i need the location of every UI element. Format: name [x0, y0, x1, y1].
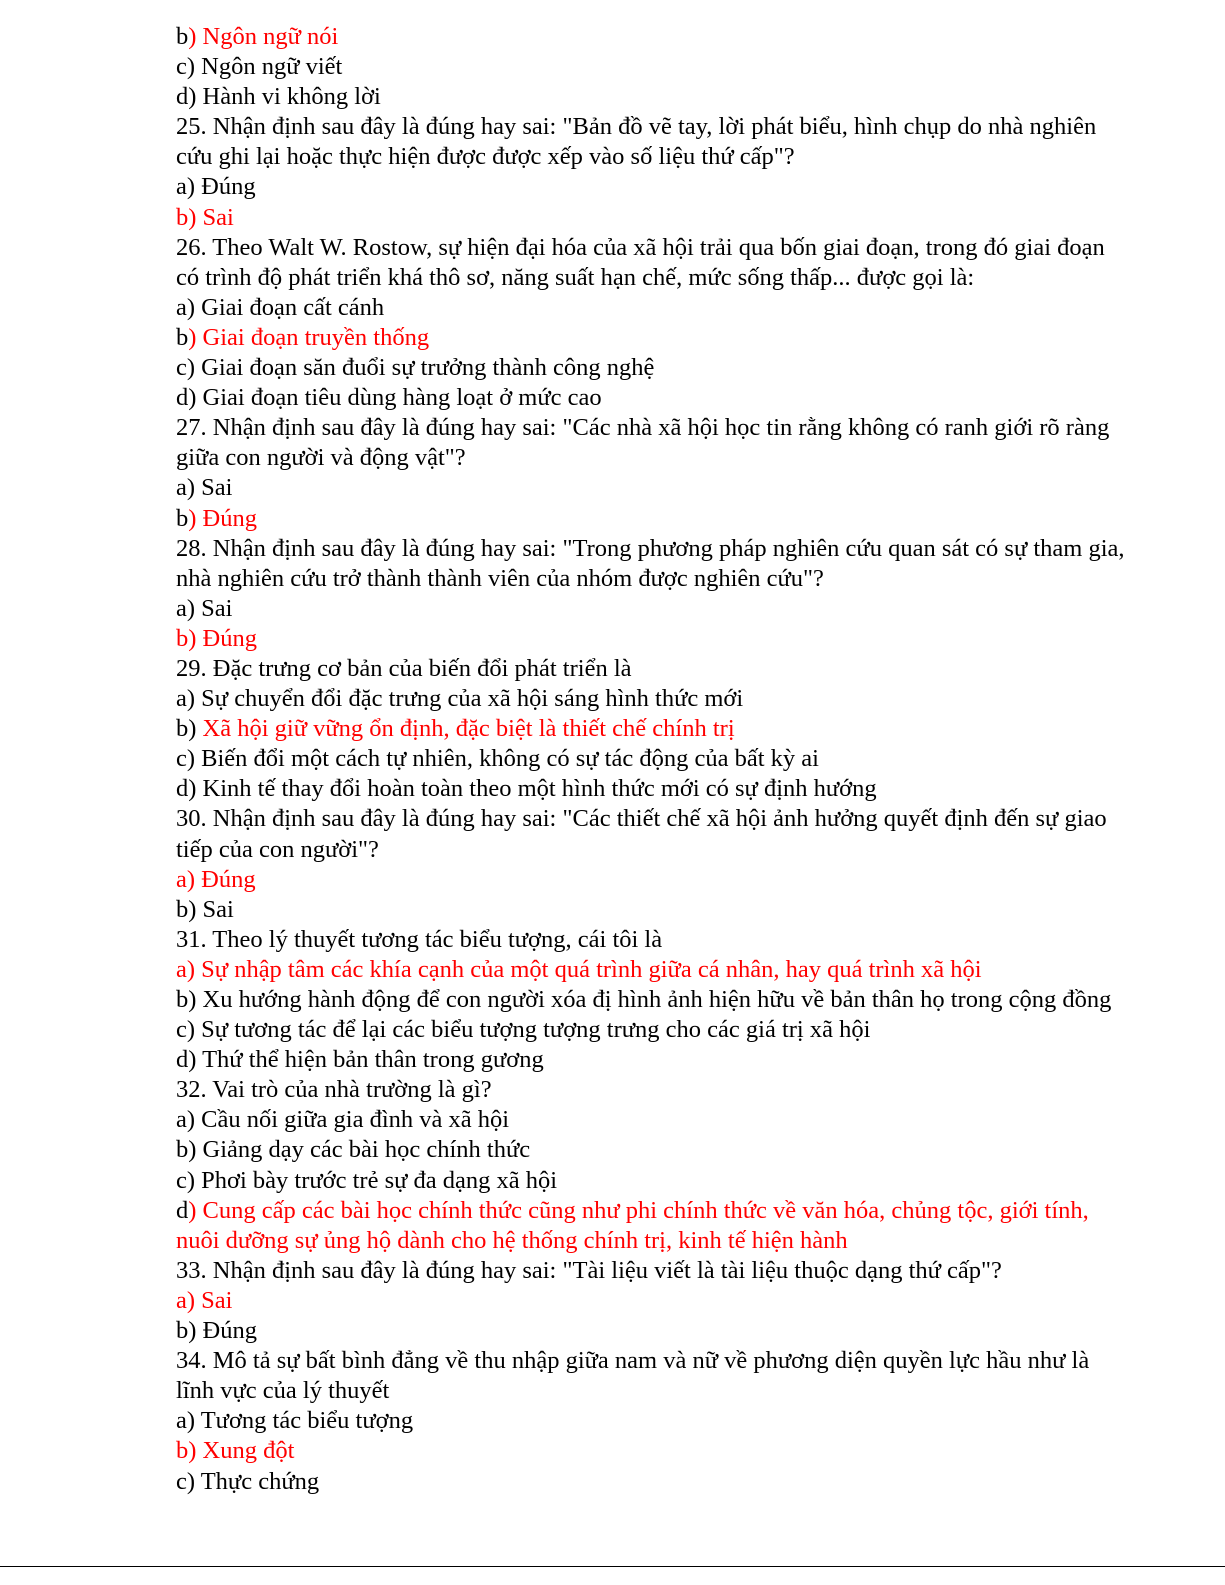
answer-option: [176, 1196, 1126, 1256]
line-text: a) Sự nhập tâm các khía cạnh của một quá trình giữa cá nhân, hay quá trình xã hội: [176, 955, 982, 983]
option-label: d: [176, 1196, 189, 1224]
line-text: b) Giảng dạy các bài học chính thức: [176, 1136, 531, 1164]
answer-option: [176, 172, 1126, 202]
line-text: 27. Nhận định sau đây là đúng hay sai: "Các nhà xã hội học tin rằng không có ranh giới rõ ràng giữa con người và động vật"?: [176, 414, 1110, 472]
answer-option: [176, 1015, 1126, 1045]
question-text: [176, 1346, 1126, 1406]
line-text: a) Đúng: [176, 173, 256, 201]
line-text: 34. Mô tả sự bất bình đẳng về thu nhập giữa nam và nữ về phương diện quyền lực hầu như là lĩnh vực của lý thuyết: [176, 1347, 1090, 1405]
option-label: b: [176, 23, 189, 50]
line-text: 33. Nhận định sau đây là đúng hay sai: "Tài liệu viết là tài liệu thuộc dạng thứ cấp"?: [176, 1256, 1002, 1284]
line-text: ) Đúng: [188, 504, 257, 532]
line-text: 26. Theo Walt W. Rostow, sự hiện đại hóa của xã hội trải qua bốn giai đoạn, trong đó giai đoạn có trình độ phát triển khá thô sơ, năng suất hạn chế, mức sống thấp... được gọi là:: [176, 233, 1105, 291]
line-text: d) Kinh tế thay đổi hoàn toàn theo một hình thức mới có sự định hướng: [176, 775, 877, 803]
answer-option: [176, 1045, 1126, 1075]
line-text: c) Thực chứng: [176, 1467, 320, 1495]
line-text: b) Xu hướng hành động để con người xóa đị hình ảnh hiện hữu về bản thân họ trong cộng đồng: [176, 986, 1112, 1013]
line-text: a) Đúng: [176, 865, 256, 893]
option-label: b: [176, 323, 189, 351]
answer-option: [176, 52, 1126, 82]
answer-option: [176, 865, 1126, 895]
answer-option: [176, 1406, 1126, 1436]
page-bottom-rule: [0, 1566, 1225, 1567]
line-text: d) Thứ thể hiện bản thân trong gương: [176, 1046, 544, 1074]
line-text: a) Sai: [176, 594, 233, 622]
line-text: b) Sai: [176, 203, 234, 231]
line-text: a) Sai: [176, 1286, 233, 1314]
line-text: d) Giai đoạn tiêu dùng hàng loạt ở mức cao: [176, 384, 602, 412]
line-text: b) Đúng: [176, 1317, 257, 1345]
question-text: [176, 413, 1126, 473]
option-label: b: [176, 504, 189, 532]
answer-option: [176, 473, 1126, 503]
line-text: a) Giai đoạn cất cánh: [176, 293, 385, 321]
line-text: 30. Nhận định sau đây là đúng hay sai: "Các thiết chế xã hội ảnh hưởng quyết định đến sự giao tiếp của con người"?: [176, 805, 1107, 863]
question-text: [176, 654, 1126, 684]
question-text: [176, 233, 1126, 293]
answer-option: [176, 293, 1126, 323]
answer-option: [176, 594, 1126, 624]
answer-option: [176, 82, 1126, 112]
line-text: c) Ngôn ngữ viết: [176, 53, 343, 81]
line-text: ) Cung cấp các bài học chính thức cũng như phi chính thức về văn hóa, chủng tộc, giới tính, nuôi dưỡng sự ủng hộ dành cho hệ thống chính trị, kinh tế hiện hành: [176, 1196, 1089, 1254]
line-text: c) Phơi bày trước trẻ sự đa dạng xã hội: [176, 1166, 558, 1194]
answer-option: [176, 1467, 1126, 1497]
answer-option: [176, 774, 1126, 804]
answer-option: [176, 1316, 1126, 1346]
answer-option: [176, 895, 1126, 925]
answer-option: [176, 714, 1126, 744]
line-text: 32. Vai trò của nhà trường là gì?: [176, 1076, 492, 1104]
answer-option: [176, 383, 1126, 413]
answer-option: [176, 985, 1126, 1015]
line-text: c) Giai đoạn săn đuổi sự trưởng thành công nghệ: [176, 354, 655, 382]
line-text: a) Cầu nối giữa gia đình và xã hội: [176, 1106, 510, 1134]
line-text: 31. Theo lý thuyết tương tác biểu tượng, cái tôi là: [176, 925, 663, 953]
question-text: [176, 804, 1126, 864]
line-text: a) Sự chuyển đổi đặc trưng của xã hội sáng hình thức mới: [176, 685, 744, 713]
line-text: 25. Nhận định sau đây là đúng hay sai: "Bản đồ vẽ tay, lời phát biểu, hình chụp do nhà nghiên cứu ghi lại hoặc thực hiện được được xếp vào số liệu thứ cấp"?: [176, 113, 1097, 171]
line-text: b) Sai: [176, 895, 234, 923]
option-label: b): [176, 715, 203, 743]
line-text: d) Hành vi không lời: [176, 83, 381, 111]
question-text: [176, 1256, 1126, 1286]
line-text: ) Giai đoạn truyền thống: [188, 323, 430, 351]
answer-option: [176, 1286, 1126, 1316]
answer-option: [176, 1105, 1126, 1135]
line-text: ) Ngôn ngữ nói: [188, 23, 339, 50]
answer-option: [176, 22, 1126, 52]
answer-option: [176, 744, 1126, 774]
question-text: [176, 1075, 1126, 1105]
line-text: a) Tương tác biểu tượng: [176, 1407, 414, 1435]
answer-option: [176, 1135, 1126, 1165]
answer-option: [176, 684, 1126, 714]
answer-option: [176, 1436, 1126, 1466]
line-text: 28. Nhận định sau đây là đúng hay sai: "Trong phương pháp nghiên cứu quan sát có sự tham gia, nhà nghiên cứu trở thành thành viên của nhóm được nghiên cứu"?: [176, 534, 1125, 592]
line-text: Xã hội giữ vững ổn định, đặc biệt là thiết chế chính trị: [202, 715, 735, 743]
answer-option: [176, 955, 1126, 985]
answer-option: [176, 323, 1126, 353]
line-text: c) Sự tương tác để lại các biểu tượng tượng trưng cho các giá trị xã hội: [176, 1016, 871, 1044]
line-text: b) Đúng: [176, 624, 257, 652]
question-text: [176, 534, 1126, 594]
question-text: [176, 925, 1126, 955]
answer-option: [176, 504, 1126, 534]
document-body: [176, 22, 1126, 1497]
line-text: c) Biến đổi một cách tự nhiên, không có sự tác động của bất kỳ ai: [176, 745, 819, 773]
answer-option: [176, 1166, 1126, 1196]
line-text: 29. Đặc trưng cơ bản của biến đổi phát triển là: [176, 654, 632, 682]
question-text: [176, 112, 1126, 172]
line-text: a) Sai: [176, 474, 233, 502]
answer-option: [176, 353, 1126, 383]
line-text: b) Xung đột: [176, 1437, 295, 1465]
answer-option: [176, 624, 1126, 654]
answer-option: [176, 203, 1126, 233]
